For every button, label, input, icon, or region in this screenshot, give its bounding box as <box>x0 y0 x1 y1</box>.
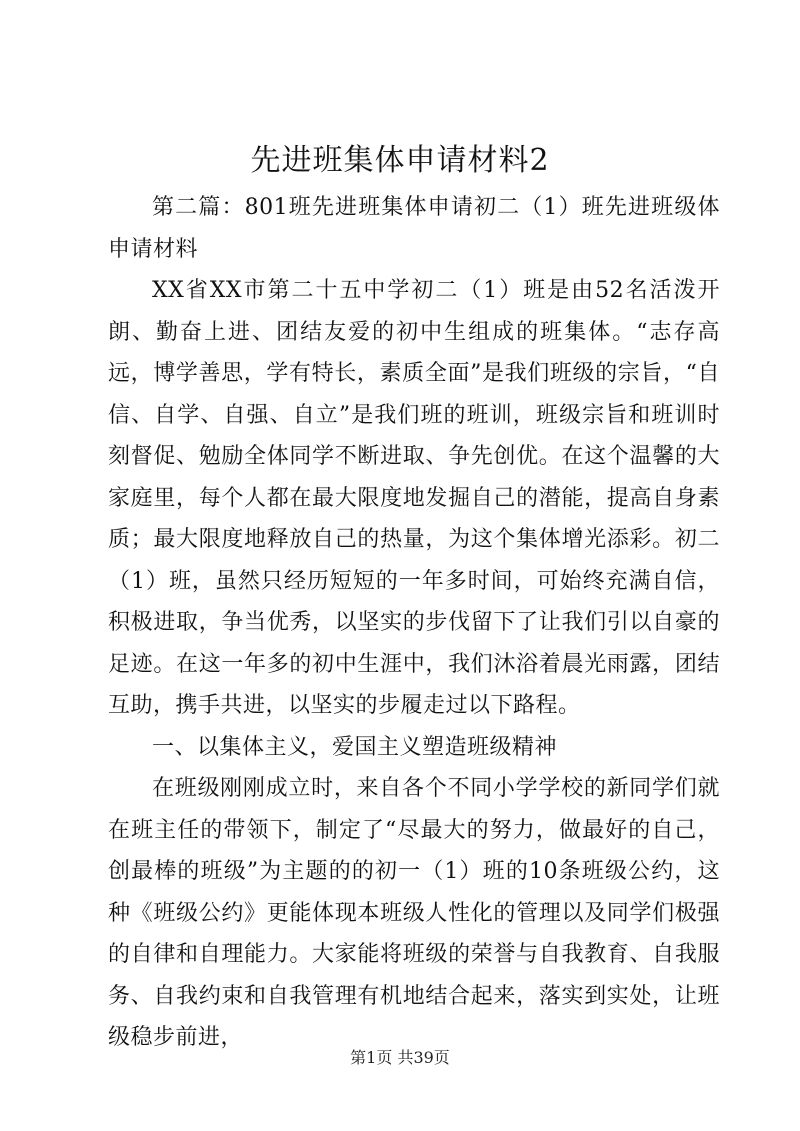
page-footer: 第1页 共39页 <box>350 1048 450 1067</box>
paragraph-subtitle: 第二篇：801班先进班集体申请初二（1）班先进班级体申请材料 <box>108 195 720 262</box>
section-heading: 一、以集体主义，爱国主义塑造班级精神 <box>152 734 558 760</box>
document-body <box>108 187 720 1059</box>
paragraph-class-introduction: XX省XX市第二十五中学初二（1）班是由52名活泼开朗、勤奋上进、团结友爱的初中生组成的班集体。“志存高远，博学善思，学有特长，素质全面”是我们班级的宗旨，“自信、自学、自强、自立”是我们班的班训，班级宗旨和班训时刻督促、勉励全体同学不断进取、争先创优。在这个温馨的大家庭里，每个人都在最大限度地发掘自己的潜能，提高自身素质；最大限度地释放自己的热量，为这个集体增光添彩。初二（1）班，虽然只经历短短的一年多时间，可始终充满自信，积极进取，争当优秀，以坚实的步伐留下了让我们引以自豪的足迹。在这一年多的初中生涯中，我们沐浴着晨光雨露，团结互助，携手共进，以坚实的步履走过以下路程。 <box>108 278 720 718</box>
paragraph-class-convention: 在班级刚刚成立时，来自各个不同小学学校的新同学们就在班主任的带领下，制定了“尽最大的努力，做最好的自己，创最棒的班级”为主题的的初一（1）班的10条班级公约，这种《班级公约》更能体现本班级人性化的管理以及同学们极强的自律和自理能力。大家能将班级的荣誉与自我教育、自我服务、自我约束和自我管理有机地结合起来，落实到实处，让班级稳步前进， <box>108 776 720 1050</box>
document-title: 先进班集体申请材料2 <box>250 143 550 178</box>
